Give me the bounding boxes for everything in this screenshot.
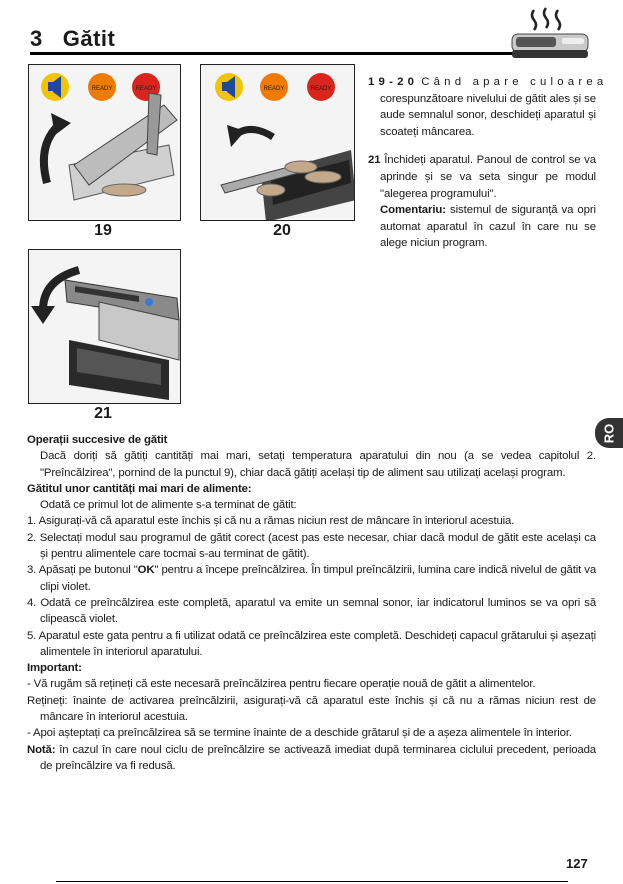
heading-successive-cooking: Operații succesive de gătit	[27, 434, 168, 446]
heading-larger-quantities: Gătitul unor cantități mai mari de alimente:	[27, 482, 252, 495]
figure-21	[28, 249, 181, 404]
svg-text:READY: READY	[310, 86, 332, 92]
figure-19	[28, 64, 181, 221]
step-21-number: 21	[368, 154, 381, 167]
figure-19-label: 19	[94, 222, 112, 239]
comment-text: sistemul de siguranță va opri automat aparatul în cazul în care nu se alege niciun program.	[380, 204, 596, 250]
step-19-20-first-line: Când apare culoarea	[421, 76, 608, 88]
header-rule	[30, 52, 517, 55]
step-19-20-text: corespunzătoare nivelului de gătit ales și se aude semnalul sonor, deschideți aparatul și scoateți mâncarea.	[380, 92, 596, 138]
list-item: 5. Aparatul este gata pentru a fi utilizat odată ce preîncălzirea este completă. Deschideți capacul grătarului și așezați alimentele în interiorul aparatului.	[27, 629, 596, 658]
figure-21-illustration	[29, 250, 181, 404]
list-item-3-post: " pentru a începe preîncălzirea. În timpul preîncălzirii, lumina care indică nivelul de gătit va clipi violet.	[40, 564, 596, 593]
section-title: Gătit	[62, 26, 116, 51]
ok-button-reference: OK	[137, 564, 155, 577]
language-tab-label: RO	[601, 423, 617, 443]
heading-important: Important:	[27, 662, 82, 675]
paragraph-successive-cooking: Dacă doriți să gătiți cantități mai mari, setați temperatura aparatului din nou (a se vedea capitolul 2. "Preîncălzirea", pornind de la punctul 9), chiar dacă gătiți același tip de aliment sau utilizați același program.	[40, 450, 596, 479]
list-item-3-pre: 3. Apăsați pe butonul "	[27, 564, 138, 577]
important-item: - Vă rugăm să rețineți că este necesară preîncălzirea pentru fiecare operație nouă de gătit a alimentelor.	[27, 678, 536, 691]
footer-rule	[56, 881, 568, 882]
note-text: în cazul în care noul ciclu de preîncălzire se activează imediat după terminarea ciclului precedent, perioada de preîncălzire va fi redusă.	[40, 743, 596, 772]
svg-text:READY: READY	[135, 86, 157, 92]
figure-20-label: 20	[273, 222, 291, 239]
svg-text:READY: READY	[91, 86, 113, 92]
step-21-text: Închideți aparatul. Panoul de control se va aprinde și se va seta singur pe modul "alegerea programului".	[380, 154, 596, 200]
svg-text:READY: READY	[263, 86, 285, 92]
figure-19-illustration	[29, 65, 181, 221]
step-21	[368, 152, 596, 252]
step-instructions	[368, 74, 608, 264]
language-tab	[595, 418, 623, 448]
grill-logo-illustration	[506, 6, 594, 64]
step-19-20-number: 19-20	[368, 76, 419, 88]
list-item: 2. Selectați modul sau programul de gătit corect (acest pas este necesar, chiar dacă modul de gătit este același ca și pentru alimentele care tocmai s-au terminat de gătit).	[27, 531, 596, 561]
section-number: 3	[30, 26, 43, 51]
figure-20	[200, 64, 355, 221]
list-item: 1. Asigurați-vă că aparatul este închis și că nu a rămas niciun rest de mâncare în interiorul acestuia.	[27, 515, 515, 528]
note-label: Notă:	[27, 743, 56, 756]
important-item: Rețineți: înainte de activarea preîncălzirii, asigurați-vă că aparatul este închis și că nu a rămas niciun rest de mâncare în interiorul acestuia.	[27, 694, 596, 724]
main-content	[27, 432, 596, 774]
paragraph-larger-quantities: Odată ce primul lot de alimente s-a terminat de gătit:	[40, 499, 297, 512]
list-item	[27, 562, 596, 595]
page-number: 127	[566, 856, 588, 871]
step-19-20	[368, 74, 608, 140]
section-heading	[30, 26, 115, 52]
list-item: 4. Odată ce preîncălzirea este completă, aparatul va emite un semnal sonor, iar indicatorul luminos se va opri să clipească violet.	[27, 596, 596, 626]
figure-21-label: 21	[94, 405, 112, 422]
note	[27, 742, 596, 775]
comment-label: Comentariu:	[380, 204, 446, 217]
figure-20-illustration	[201, 65, 355, 221]
important-item: - Apoi așteptați ca preîncălzirea să se termine înainte de a deschide grătarul și de a așeza alimentele în interior.	[27, 727, 572, 740]
